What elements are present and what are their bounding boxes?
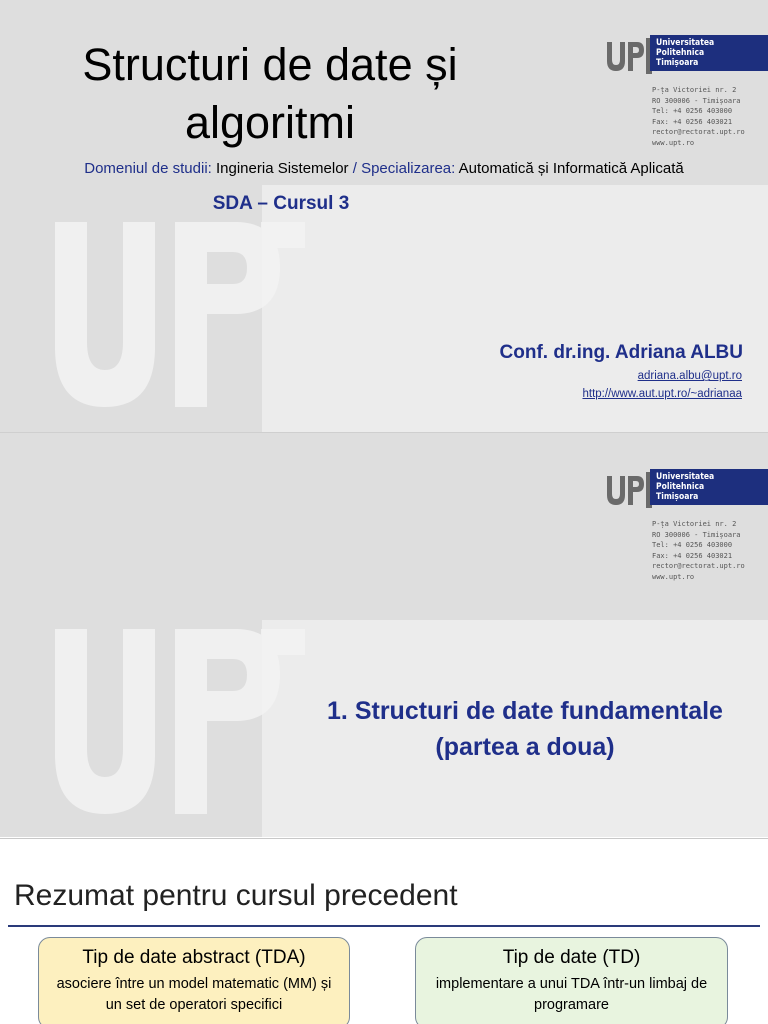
title-divider: [8, 925, 760, 927]
specialization-label: Specializarea:: [356, 160, 456, 177]
upt-logo: [606, 469, 768, 625]
td-heading: Tip de date (TD): [502, 947, 641, 968]
address-line: RO 300006 - Timișoara: [652, 96, 741, 105]
tda-heading: Tip de date abstract (TDA): [82, 947, 306, 968]
address-line: Fax: +4 0256 403021: [652, 117, 733, 126]
university-name-line: Universitatea: [656, 38, 715, 48]
chapter-title-line: 1. Structuri de date fundamentale: [327, 697, 723, 725]
university-name-line: Universitatea: [656, 472, 715, 482]
presentation-title: Structuri de date și algoritmi: [82, 39, 458, 148]
course-label: SDA – Cursul 3: [212, 193, 350, 214]
slide-chapter: [0, 432, 768, 837]
address-line: P-ța Victoriei nr. 2: [652, 520, 737, 528]
address-line: P-ța Victoriei nr. 2: [652, 86, 737, 94]
upt-mark-icon: [606, 472, 654, 508]
study-domain-line: [0, 160, 768, 177]
address-line: RO 300006 - Timișoara: [652, 530, 741, 539]
address-line: rector@rectorat.upt.ro: [652, 128, 745, 136]
summary-title: Rezumat pentru cursul precedent: [14, 879, 458, 912]
address-line: rector@rectorat.upt.ro: [652, 562, 745, 570]
slide-title: [0, 0, 768, 432]
domain-label: Domeniul de studii:: [84, 160, 212, 177]
td-definition-box: [415, 937, 728, 1024]
university-name-line: Timișoara: [656, 492, 699, 502]
address-line: Fax: +4 0256 403021: [652, 551, 733, 560]
address-line: www.upt.ro: [652, 572, 695, 581]
website-link[interactable]: http://www.aut.upt.ro/~adrianaa: [582, 388, 742, 400]
university-name-box: [650, 469, 768, 505]
email-link[interactable]: adriana.albu@upt.ro: [637, 370, 742, 382]
university-name-line: Timișoara: [656, 58, 699, 68]
university-address: [652, 85, 768, 148]
address-line: Tel: +4 0256 403000: [652, 541, 733, 549]
td-description: implementare a unui TDA într-un limbaj de programare: [435, 976, 708, 1013]
chapter-subtitle-line: (partea a doua): [435, 733, 615, 761]
slide-summary: [0, 838, 768, 1024]
address-line: www.upt.ro: [652, 138, 695, 147]
university-name-line: Politehnica: [656, 482, 705, 492]
upt-watermark-icon: [55, 629, 305, 819]
tda-definition-box: [38, 937, 350, 1024]
university-address: [652, 519, 768, 582]
domain-value: Ingineria Sistemelor: [211, 160, 353, 177]
specialization-value: Automatică și Informatică Aplicată: [455, 160, 684, 177]
upt-mark-icon: [606, 38, 654, 74]
university-name-box: [650, 35, 768, 71]
author-name: Conf. dr.ing. Adriana ALBU: [499, 342, 743, 363]
university-name-line: Politehnica: [656, 48, 705, 58]
tda-description: asociere între un model matematic (MM) și un set de operatori specifici: [56, 976, 332, 1013]
separator: /: [352, 160, 357, 177]
upt-watermark-icon: [55, 222, 305, 412]
chapter-title: [290, 693, 760, 765]
address-line: Tel: +4 0256 403000: [652, 107, 733, 115]
